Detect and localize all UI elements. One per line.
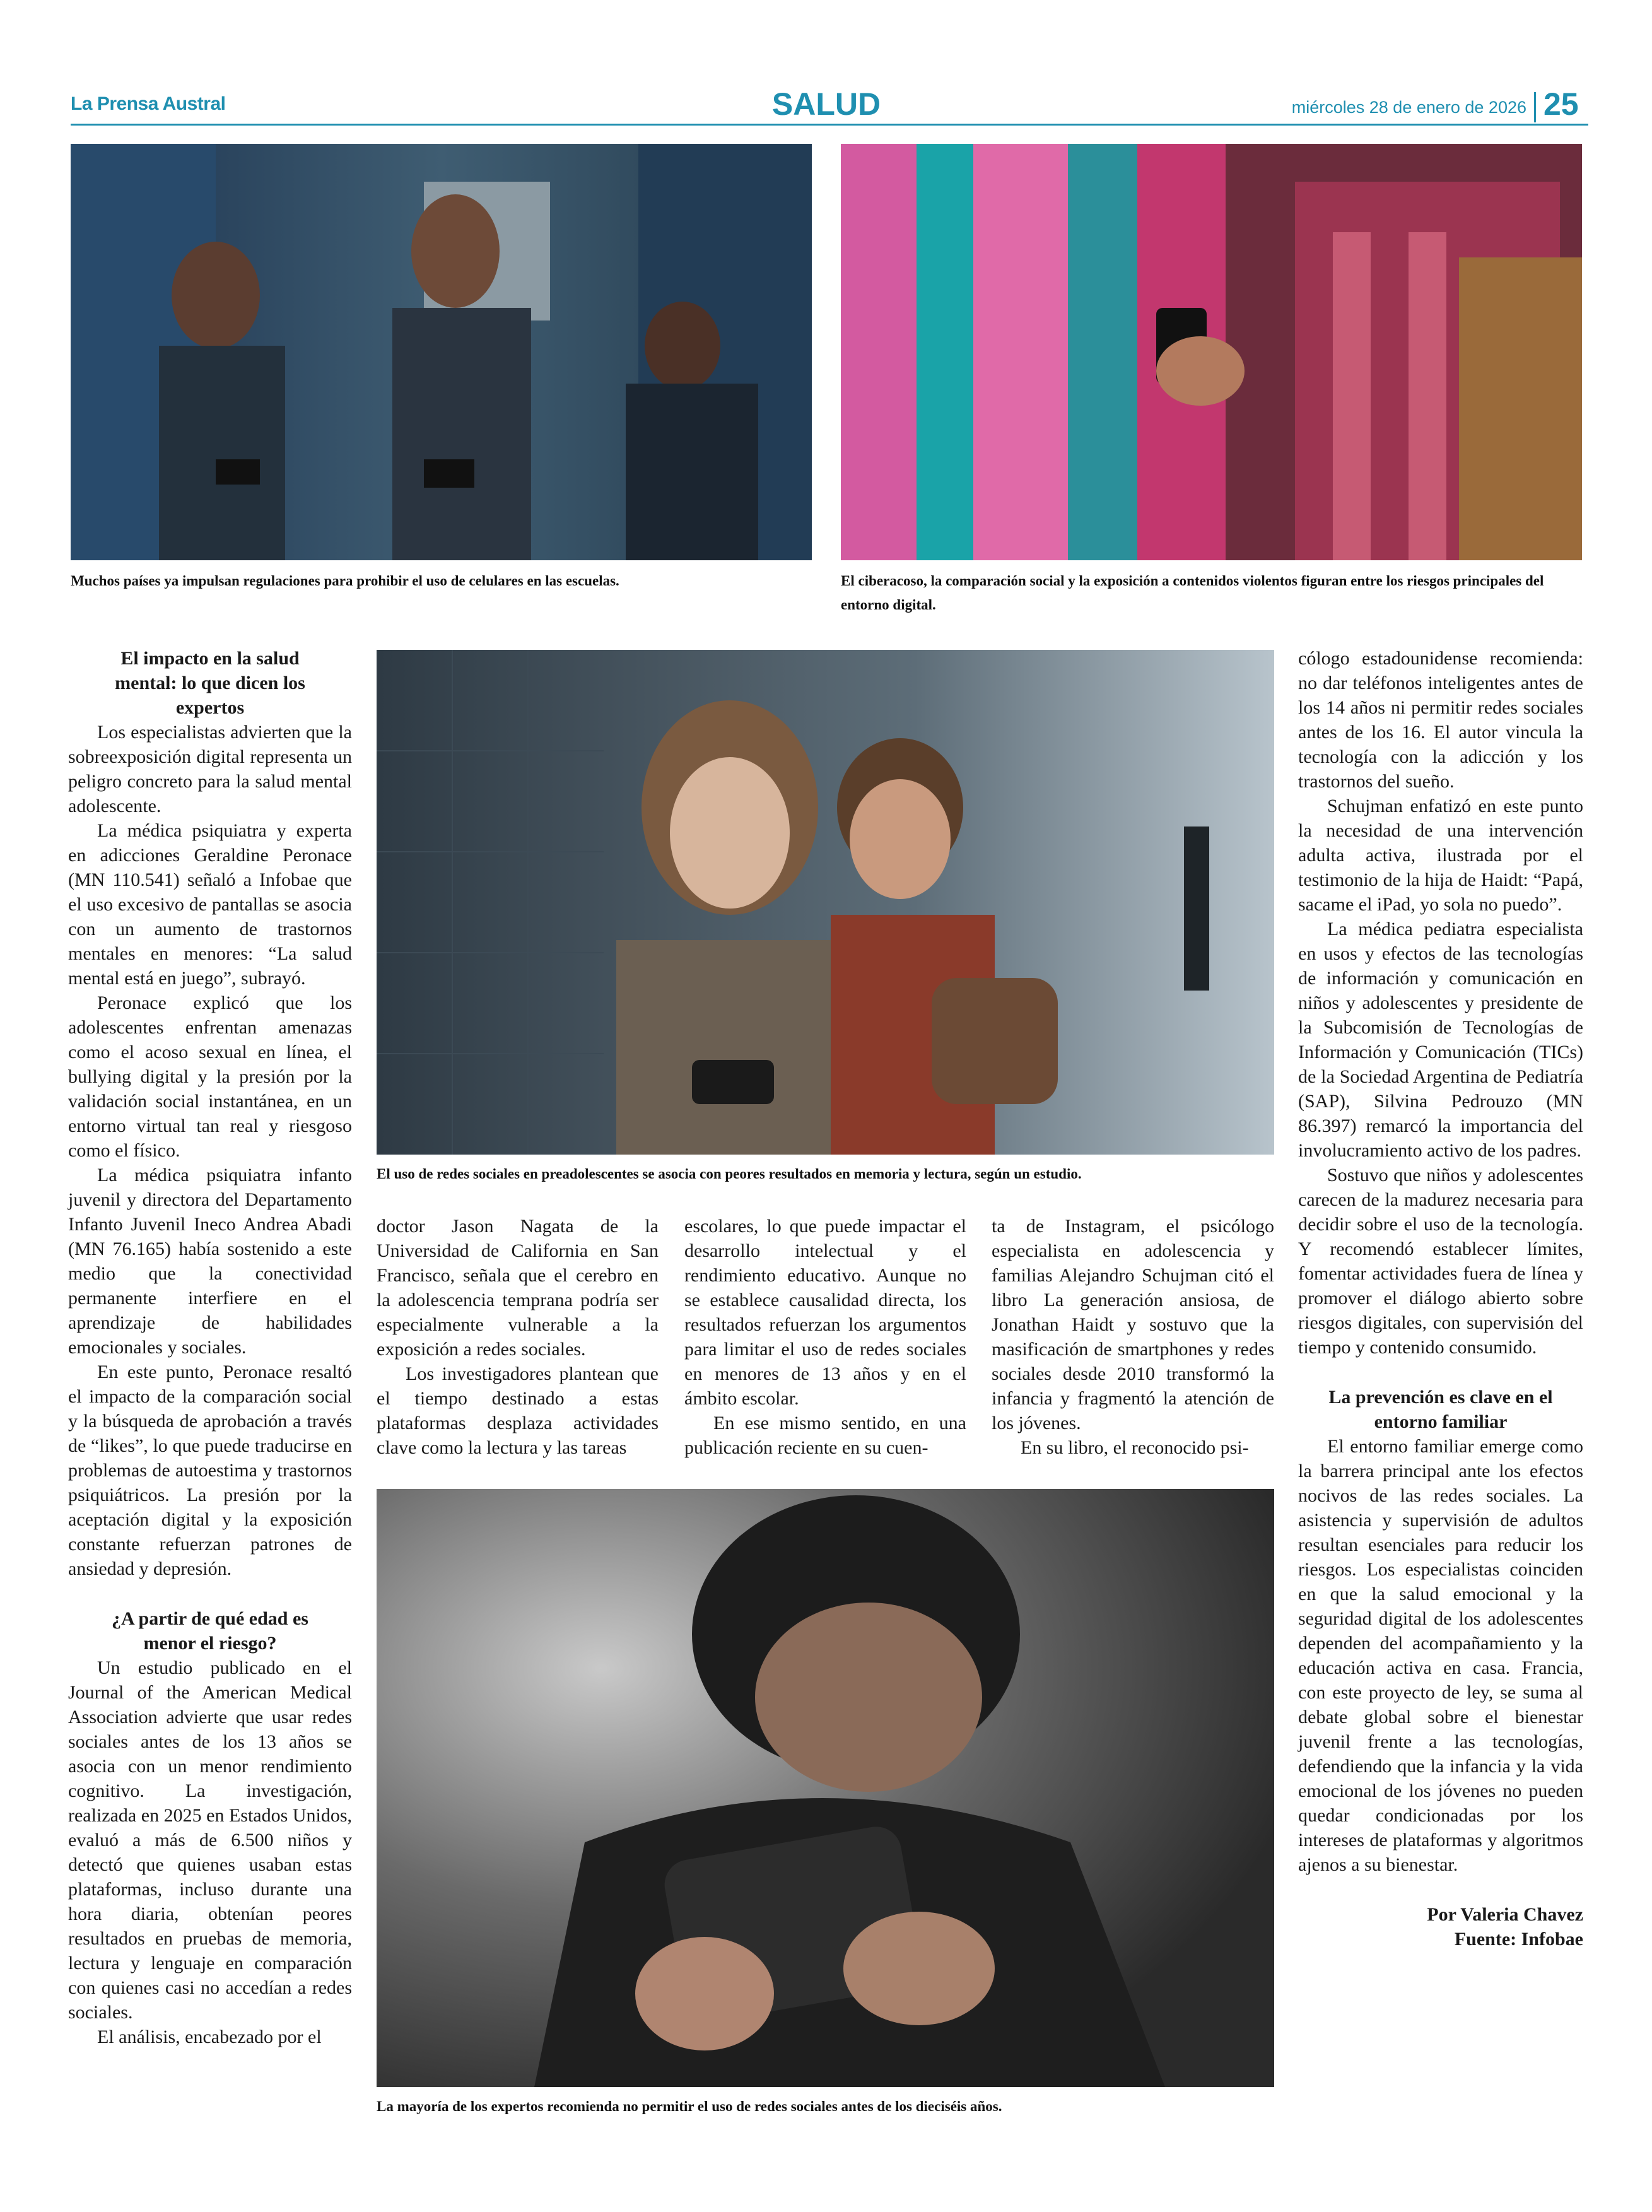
caption-top-right: El ciberacoso, la comparación social y la exposición a contenidos violentos figuran entre los riesgos principales del entorno digital. <box>841 573 1544 613</box>
article-column-4 <box>992 1214 1274 1460</box>
dateline: miércoles 28 de enero de 2026 <box>1291 98 1526 117</box>
section-title: SALUD <box>771 86 881 122</box>
paragraph: Peronace explicó que los adolescentes enfrentan amenazas como el acoso sexual en línea, el bullying digital y la presión por la validación social instantánea, en un entorno virtual tan real y riesgoso como el físico. <box>68 992 352 1161</box>
header-rule <box>71 124 1588 126</box>
paragraph: Los especialistas advierten que la sobreexposición digital representa un peligro concreto para la salud mental adolescente. <box>68 722 352 816</box>
paragraph: En este punto, Peronace resaltó el impacto de la comparación social y la búsqueda de aprobación a través de “likes”, lo que puede traducirse en problemas de autoestima y trastornos psiquiátricos. La presión por la aceptación digital y la exposición constante refuerzan patrones de ansiedad y depresión. <box>68 1362 352 1579</box>
byline-source: Fuente: Infobae <box>1454 1929 1583 1950</box>
paragraph: Un estudio publicado en el Journal of the American Medical Association advierte que usar redes sociales antes de los 13 años se asocia con un menor rendimiento cognitivo. La investigación, realizada en 2025 en Estados Unidos, evaluó a más de 6.500 niños y detectó que quienes usaban estas plataformas, incluso durante una hora diaria, obtenían peores resultados en pruebas de memoria, lectura y lenguaje en comparación con quienes casi no accedían a redes sociales. <box>68 1657 352 2023</box>
subheading-edad: ¿A partir de qué edad es menor el riesgo? <box>112 1608 308 1654</box>
subheading-impacto: El impacto en la salud mental: lo que dicen los expertos <box>115 648 305 718</box>
paragraph: La médica pediatra especialista en usos y efectos de las tecnologías de información y comunicación en niños y adolescentes y presidente de la Subcomisión de Tecnologías de Información y Comunicación (TICs) de la Sociedad Argentina de Pediatría (SAP), Silvina Pedrouzo (MN 86.397) remarcó la importancia del involucramiento activo de los padres. <box>1298 919 1583 1161</box>
paragraph: Schujman enfatizó en este punto la necesidad de una intervención adulta activa, ilustrada por el testimonio de la hija de Haidt: “Papá, sacame el iPad, yo sola no puedo”. <box>1298 796 1583 915</box>
article-column-2 <box>377 1214 659 1460</box>
caption-middle: El uso de redes sociales en preadolescentes se asocia con peores resultados en memoria y lectura, según un estudio. <box>377 1166 1082 1182</box>
paragraph: Sostuvo que niños y adolescentes carecen de la madurez necesaria para decidir sobre el uso de la tecnología. Y recomendó establecer límites, fomentar actividades fuera de línea y promover el diálogo abierto sobre riesgos digitales, con supervisión del tiempo y contenido consumido. <box>1298 1165 1583 1358</box>
subheading-prevencion: La prevención es clave en el entorno familiar <box>1328 1387 1553 1432</box>
paragraph: La médica psiquiatra y experta en adicciones Geraldine Peronace (MN 110.541) señaló a Infobae que el uso excesivo de pantallas se asocia con un aumento de trastornos mentales en menores: “La salud mental está en juego”, subrayó. <box>68 820 352 989</box>
article-column-5 <box>1298 646 1583 1951</box>
header-separator <box>1534 92 1536 122</box>
article-column-3 <box>684 1214 966 1460</box>
caption-top-left: Muchos países ya impulsan regulaciones para prohibir el uso de celulares en las escuelas. <box>71 573 619 589</box>
photo-children-phones <box>377 650 1274 1155</box>
paragraph: doctor Jason Nagata de la Universidad de California en San Francisco, señala que el cerebro en la adolescencia temprana podría ser especialmente vulnerable a la exposición a redes sociales. <box>377 1216 659 1360</box>
photo-teen-phone <box>377 1489 1274 2087</box>
article-column-1 <box>68 646 352 2049</box>
paragraph: El análisis, encabezado por el <box>97 2027 322 2047</box>
masthead: La Prensa Austral <box>71 93 226 114</box>
paragraph: El entorno familiar emerge como la barrera principal ante los efectos nocivos de las redes sociales. La asistencia y supervisión de adultos resultan esenciales para reducir los riesgos. Los especialistas coinciden en que la salud emocional y la seguridad digital de los adolescentes dependen del acompañamiento y la educación activa en casa. Francia, con este proyecto de ley, se suma al debate global sobre el bienestar juvenil frente a las tecnologías, defendiendo que la infancia y la vida emocional de los jóvenes no pueden quedar condicionadas por los intereses de plataformas y algoritmos ajenos a su bienestar. <box>1298 1436 1583 1875</box>
photo-students-corridor <box>71 144 812 560</box>
paragraph: La médica psiquiatra infanto juvenil y directora del Departamento Infanto Juvenil Ineco Andrea Abadi (MN 76.165) había sostenido a este medio que la conectividad permanente interfiere en el aprendizaje de habilidades emocionales y sociales. <box>68 1165 352 1358</box>
page-number: 25 <box>1544 86 1579 122</box>
paragraph: cólogo estadounidense recomienda: no dar teléfonos inteligentes antes de los 14 años ni permitir redes sociales antes de los 16. El autor vincula la tecnología con la adicción y los trastornos del sueño. <box>1298 648 1583 792</box>
byline-author: Por Valeria Chavez <box>1427 1904 1583 1925</box>
caption-bottom: La mayoría de los expertos recomienda no permitir el uso de redes sociales antes de los dieciséis años. <box>377 2098 1002 2114</box>
photo-phone-colorful-wall <box>841 144 1582 560</box>
paragraph: En ese mismo sentido, en una publicación reciente en su cuen- <box>684 1413 966 1458</box>
paragraph: En su libro, el reconocido psi- <box>1021 1437 1249 1458</box>
paragraph: ta de Instagram, el psicólogo especialista en adolescencia y familias Alejandro Schujman citó el libro La generación ansiosa, de Jonathan Haidt y sostuvo que la masificación de smartphones y redes sociales desde 2010 transformó la infancia y fragmentó la atención de los jóvenes. <box>992 1216 1274 1433</box>
paragraph: Los investigadores plantean que el tiempo destinado a estas plataformas desplaza actividades clave como la lectura y las tareas <box>377 1363 659 1458</box>
paragraph: escolares, lo que puede impactar el desarrollo intelectual y el rendimiento educativo. Aunque no se establece causalidad directa, los resultados refuerzan los argumentos para limitar el uso de redes sociales en menores de 13 años y en el ámbito escolar. <box>684 1216 966 1409</box>
